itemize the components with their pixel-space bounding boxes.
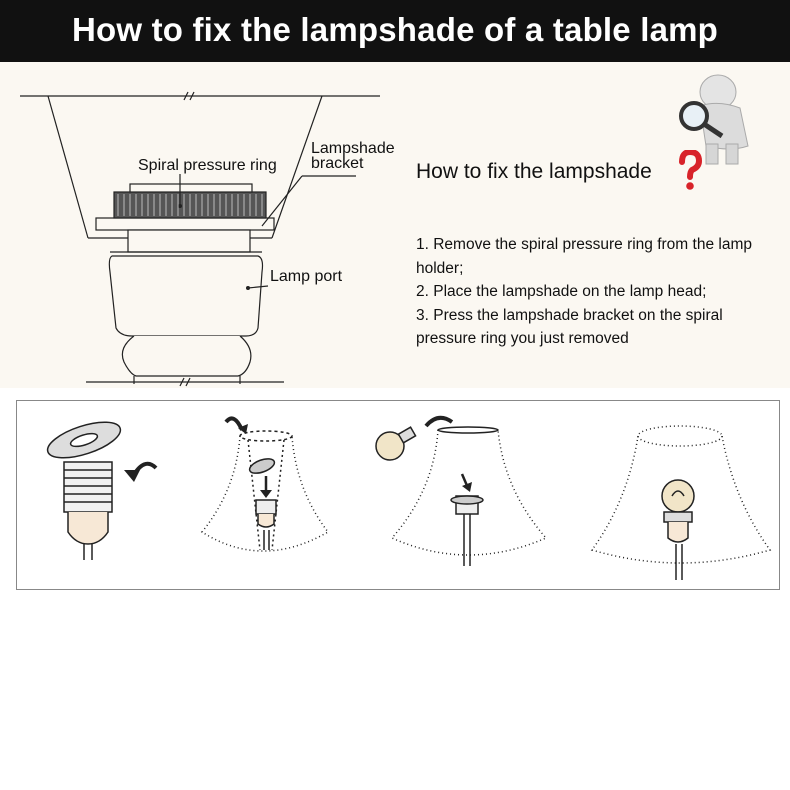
label-lamp-port: Lamp port [270, 268, 343, 285]
instruction-steps [416, 233, 776, 351]
lamp-holder-diagram [0, 62, 400, 388]
question-mark-icon [678, 150, 702, 192]
lamp-port-base [122, 336, 251, 376]
step1-illustration [44, 415, 156, 560]
instruction-step-1: 1. Remove the spiral pressure ring from the lamp holder; [416, 236, 752, 277]
bracket-plate [96, 218, 274, 230]
step4-illustration [592, 426, 770, 580]
page-title: How to fix the lampshade of a table lamp [71, 11, 719, 48]
spiral-ring-top [130, 184, 252, 192]
lamp-port-body [109, 256, 262, 336]
shade-left-edge [48, 96, 88, 238]
step3-illustration [376, 418, 546, 566]
magnifier-person-icon [660, 66, 770, 166]
socket-neck [128, 230, 250, 252]
step-illustrations [16, 400, 780, 590]
label-lampshade-bracket-line2: bracket [311, 155, 364, 172]
label-lampshade-bracket-line1: Lampshade [311, 140, 395, 157]
instructions-heading: How to fix the lampshade [416, 160, 652, 183]
instruction-step-3: 3. Press the lampshade bracket on the spiral pressure ring you just removed [416, 306, 723, 347]
label-spiral-pressure-ring: Spiral pressure ring [138, 157, 277, 174]
instruction-step-2: 2. Place the lampshade on the lamp head; [416, 283, 707, 300]
step2-illustration [202, 418, 328, 551]
